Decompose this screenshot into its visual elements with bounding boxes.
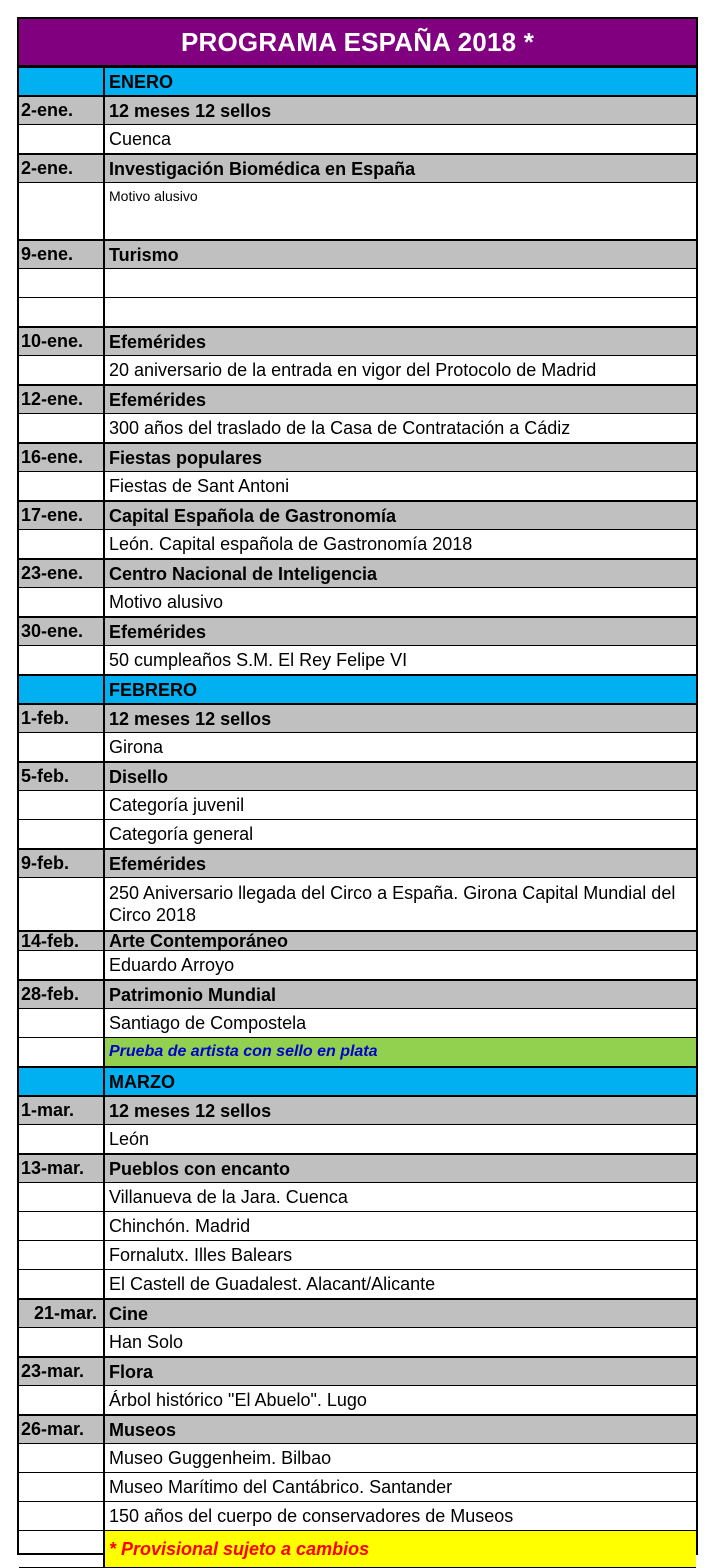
date-cell: 2-ene. (19, 97, 105, 124)
table-row (19, 414, 696, 443)
table-row (19, 1212, 696, 1241)
description-cell: Girona (109, 737, 164, 757)
description-cell: Flora (109, 1361, 154, 1382)
description-cell: Turismo (109, 244, 179, 265)
description-cell: Arte Contemporáneo (109, 931, 289, 951)
date-cell: 28-feb. (19, 981, 105, 1008)
description-cell: León. Capital española de Gastronomía 2018 (109, 534, 473, 554)
table-row (19, 443, 696, 472)
description-cell: 300 años del traslado de la Casa de Contratación a Cádiz (109, 418, 571, 438)
table-row (19, 240, 696, 269)
date-cell (19, 1125, 105, 1153)
date-cell (19, 1038, 105, 1066)
description-cell: Capital Española de Gastronomía (109, 505, 397, 526)
description-cell: Motivo alusivo (109, 592, 224, 612)
table-row (19, 646, 696, 675)
date-cell: 30-ene. (19, 618, 105, 645)
table-row (19, 154, 696, 183)
description-cell: * Provisional sujeto a cambios (105, 1531, 696, 1567)
table-row (19, 1270, 696, 1299)
description-cell: ENERO (109, 71, 174, 92)
table-row (19, 1183, 696, 1212)
date-cell: 10-ene. (19, 328, 105, 355)
description-cell: Museo Guggenheim. Bilbao (109, 1448, 332, 1468)
month-row (19, 67, 696, 96)
table-row (19, 1299, 696, 1328)
table-row (19, 878, 696, 931)
date-cell (19, 414, 105, 442)
date-cell: 17-ene. (19, 502, 105, 529)
description-cell: Patrimonio Mundial (109, 984, 277, 1005)
description-cell: Villanueva de la Jara. Cuenca (109, 1187, 348, 1207)
table-row (19, 1009, 696, 1038)
date-cell (19, 1241, 105, 1269)
date-cell (19, 1328, 105, 1356)
date-cell (19, 1270, 105, 1298)
date-cell (19, 1068, 105, 1095)
description-cell: 12 meses 12 sellos (109, 100, 272, 121)
description-cell: Museo Marítimo del Cantábrico. Santander (109, 1477, 453, 1497)
date-cell (19, 269, 105, 297)
date-cell (19, 588, 105, 616)
table-row (19, 791, 696, 820)
description-cell: 150 años del cuerpo de conservadores de Museos (109, 1506, 514, 1526)
date-cell: 16-ene. (19, 444, 105, 471)
date-cell (19, 298, 105, 326)
description-cell: Efemérides (109, 621, 207, 642)
description-cell: Chinchón. Madrid (109, 1216, 251, 1236)
description-cell: 12 meses 12 sellos (109, 1100, 272, 1121)
date-cell (19, 1444, 105, 1472)
date-cell (19, 676, 105, 703)
description-cell: Centro Nacional de Inteligencia (109, 563, 378, 584)
table-row (19, 559, 696, 588)
table-row (19, 472, 696, 501)
table-row (19, 1154, 696, 1183)
date-cell (19, 1531, 105, 1567)
description-cell: 250 Aniversario llegada del Circo a España. Girona Capital Mundial del Circo 2018 (109, 883, 676, 925)
table-row (19, 1386, 696, 1415)
description-cell: Categoría general (109, 824, 254, 844)
table-row (19, 96, 696, 125)
table-title: PROGRAMA ESPAÑA 2018 * (19, 19, 696, 67)
table-row (19, 1328, 696, 1357)
table-row (19, 588, 696, 617)
date-cell (19, 1386, 105, 1414)
date-cell (19, 878, 105, 930)
date-cell: 1-feb. (19, 705, 105, 732)
table-row (19, 327, 696, 356)
table-row (19, 951, 696, 980)
table-row (19, 269, 696, 298)
description-cell: Prueba de artista con sello en plata (105, 1038, 696, 1066)
table-row (19, 820, 696, 849)
date-cell (19, 1473, 105, 1501)
date-cell: 9-feb. (19, 850, 105, 877)
program-table (17, 17, 698, 1559)
table-row (19, 385, 696, 414)
date-cell: 13-mar. (19, 1155, 105, 1182)
table-row (19, 125, 696, 154)
description-cell: 20 aniversario de la entrada en vigor del Protocolo de Madrid (109, 360, 597, 380)
table-row (19, 1357, 696, 1386)
table-row (19, 1531, 696, 1568)
month-row (19, 675, 696, 704)
date-cell (19, 951, 105, 979)
description-cell: Pueblos con encanto (109, 1158, 291, 1179)
description-cell: 50 cumpleaños S.M. El Rey Felipe VI (109, 650, 408, 670)
date-cell: 12-ene. (19, 386, 105, 413)
date-cell: 14-feb. (19, 932, 105, 950)
date-cell: 21-mar. (19, 1300, 105, 1327)
table-row (19, 1125, 696, 1154)
date-cell (19, 1502, 105, 1530)
table-row (19, 849, 696, 878)
description-cell: Cine (109, 1303, 149, 1324)
date-cell: 26-mar. (19, 1416, 105, 1443)
date-cell: 1-mar. (19, 1097, 105, 1124)
description-cell: Efemérides (109, 389, 207, 410)
table-row (19, 762, 696, 791)
table-row (19, 356, 696, 385)
description-cell: Disello (109, 766, 169, 787)
description-cell (105, 298, 696, 326)
month-row (19, 1067, 696, 1096)
description-cell: FEBRERO (109, 679, 198, 700)
table-row (19, 931, 696, 951)
table-row (19, 1502, 696, 1531)
table-row (19, 1415, 696, 1444)
date-cell (19, 125, 105, 153)
description-cell: Fiestas de Sant Antoni (109, 476, 290, 496)
date-cell (19, 472, 105, 500)
date-cell: 9-ene. (19, 241, 105, 268)
table-row (19, 1096, 696, 1125)
date-cell (19, 530, 105, 558)
description-cell: León (109, 1129, 150, 1149)
description-cell: Categoría juvenil (109, 795, 245, 815)
date-cell (19, 1212, 105, 1240)
date-cell: 5-feb. (19, 763, 105, 790)
description-cell: Efemérides (109, 331, 207, 352)
description-cell: Efemérides (109, 853, 207, 874)
table-row (19, 1444, 696, 1473)
date-cell (19, 183, 105, 239)
table-row (19, 501, 696, 530)
date-cell: 2-ene. (19, 155, 105, 182)
date-cell: 23-mar. (19, 1358, 105, 1385)
table-row (19, 1241, 696, 1270)
description-cell (105, 269, 696, 297)
table-row (19, 1473, 696, 1502)
date-cell: 23-ene. (19, 560, 105, 587)
date-cell (19, 356, 105, 384)
date-cell (19, 791, 105, 819)
table-row (19, 704, 696, 733)
table-row (19, 1038, 696, 1067)
description-cell: Investigación Biomédica en España (109, 158, 416, 179)
date-cell (19, 1183, 105, 1211)
description-cell: Museos (109, 1419, 177, 1440)
date-cell (19, 820, 105, 848)
description-cell: Eduardo Arroyo (109, 955, 235, 975)
description-cell: Santiago de Compostela (109, 1013, 307, 1033)
description-cell: Árbol histórico "El Abuelo". Lugo (109, 1390, 367, 1410)
date-cell (19, 646, 105, 674)
description-cell: El Castell de Guadalest. Alacant/Alicante (109, 1274, 436, 1294)
description-cell: Han Solo (109, 1332, 184, 1352)
description-cell: MARZO (109, 1071, 175, 1092)
description-cell: Cuenca (109, 129, 172, 149)
date-cell (19, 733, 105, 761)
table-row (19, 530, 696, 559)
table-row (19, 980, 696, 1009)
date-cell (19, 68, 105, 95)
description-cell: Motivo alusivo (109, 188, 198, 204)
description-cell: Fornalutx. Illes Balears (109, 1245, 293, 1265)
description-cell: 12 meses 12 sellos (109, 708, 272, 729)
table-row (19, 298, 696, 327)
table-row (19, 183, 696, 240)
date-cell (19, 1009, 105, 1037)
table-row (19, 733, 696, 762)
table-row (19, 617, 696, 646)
description-cell: Fiestas populares (109, 447, 263, 468)
